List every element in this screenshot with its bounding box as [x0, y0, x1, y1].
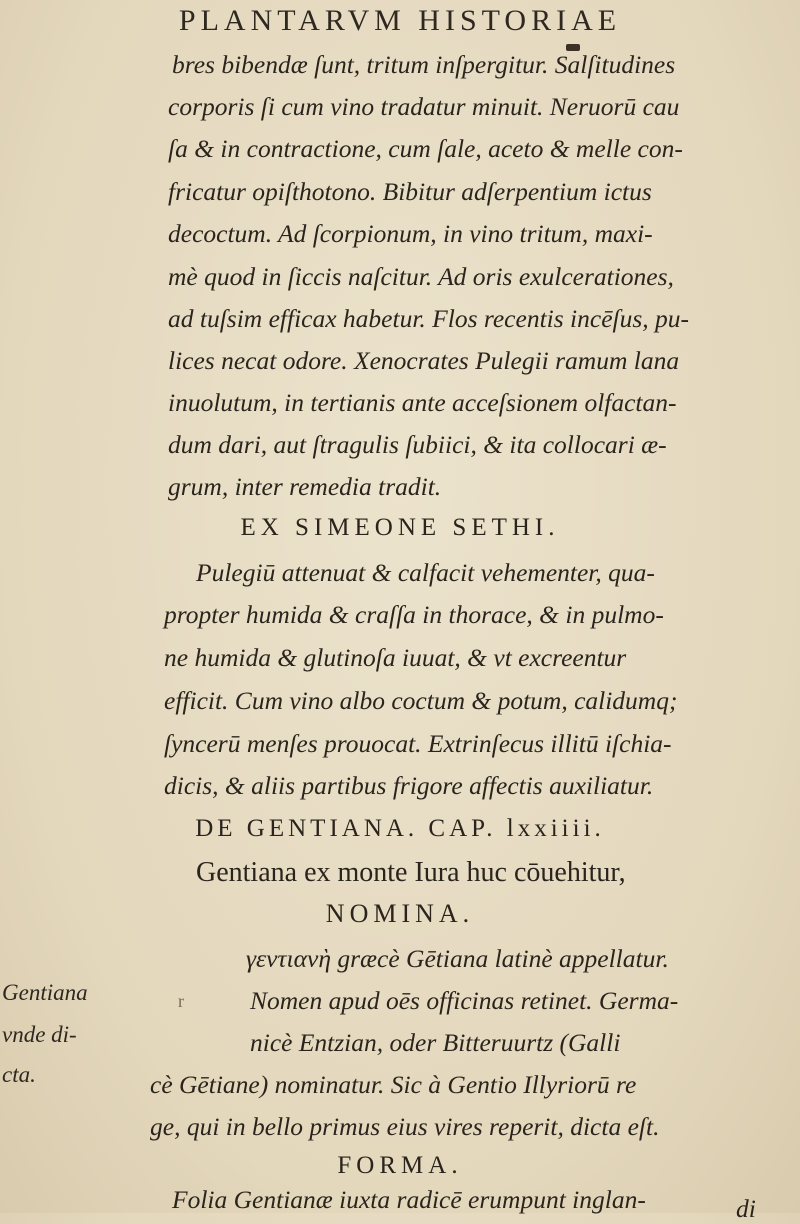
text-line: propter humida & craſſa in thorace, & in pulmo-	[164, 600, 664, 629]
text-line: ſyncerū menſes prouocat. Extrinſecus illitū iſchia-	[164, 729, 672, 758]
text-line: ge, qui in bello primus eius vires reperit, dicta eſt.	[150, 1112, 660, 1141]
text-line: grum, inter remedia tradit.	[168, 472, 442, 501]
margin-note-line: Gentiana	[2, 980, 88, 1005]
text-line: ſa & in contractione, cum ſale, aceto & melle con-	[168, 134, 683, 163]
text-line: efficit. Cum vino albo coctum & potum, calidumq;	[164, 686, 678, 715]
text-line: mè quod in ſiccis naſcitur. Ad oris exulcerationes,	[168, 262, 674, 291]
text-line: cè Gētiane) nominatur. Sic à Gentio Illyriorū re	[150, 1070, 637, 1099]
text-line: bres bibendæ ſunt, tritum inſpergitur. Salſitudines	[172, 50, 676, 79]
text-line: fricatur opiſthotono. Bibitur adſerpentium ictus	[168, 177, 652, 206]
text-line: Folia Gentianæ iuxta radicē erumpunt inglan-	[172, 1185, 646, 1214]
section-heading-forma: FORMA.	[337, 1152, 463, 1179]
text-line: Nomen apud oēs officinas retinet. Germa-	[250, 986, 679, 1015]
text-line: Pulegiū attenuat & calfacit vehementer, qua-	[196, 558, 655, 587]
text-line: lices necat odore. Xenocrates Pulegii ramum lana	[168, 346, 680, 375]
text-line: decoctum. Ad ſcorpionum, in vino tritum, maxi-	[168, 219, 653, 248]
margin-note-line: cta.	[2, 1062, 36, 1087]
chapter-heading: DE GENTIANA. CAP. lxxiiii.	[195, 815, 605, 842]
running-title: PLANTARVM HISTORIAE	[178, 4, 622, 37]
catchword: di	[736, 1194, 756, 1223]
margin-note-line: vnde di-	[2, 1022, 77, 1047]
text-line: γεντιανὴ græcè Gētiana latinè appellatur.	[246, 944, 669, 973]
section-heading-simeone: EX SIMEONE SETHI.	[240, 514, 560, 541]
text-line: nicè Entzian, oder Bitteruurtz (Galli	[250, 1028, 621, 1057]
text-line: ad tuſsim efficax habetur. Flos recentis incēſus, pu-	[168, 304, 690, 333]
text-line: dicis, & aliis partibus frigore affectis auxiliatur.	[164, 771, 654, 800]
text-line: inuolutum, in tertianis ante acceſsionem olfactan-	[168, 388, 677, 417]
text-line: corporis ſi cum vino tradatur minuit. Neruorū cau	[168, 92, 680, 121]
text-line: ne humida & glutinoſa iuuat, & vt excreentur	[164, 643, 627, 672]
section-heading-nomina: NOMINA.	[325, 899, 475, 928]
text-line: dum dari, aut ſtragulis ſubiici, & ita collocari æ-	[168, 430, 667, 459]
chapter-intro: Gentiana ex monte Iura huc cōuehitur,	[196, 857, 626, 888]
margin-mark: r	[178, 991, 184, 1011]
